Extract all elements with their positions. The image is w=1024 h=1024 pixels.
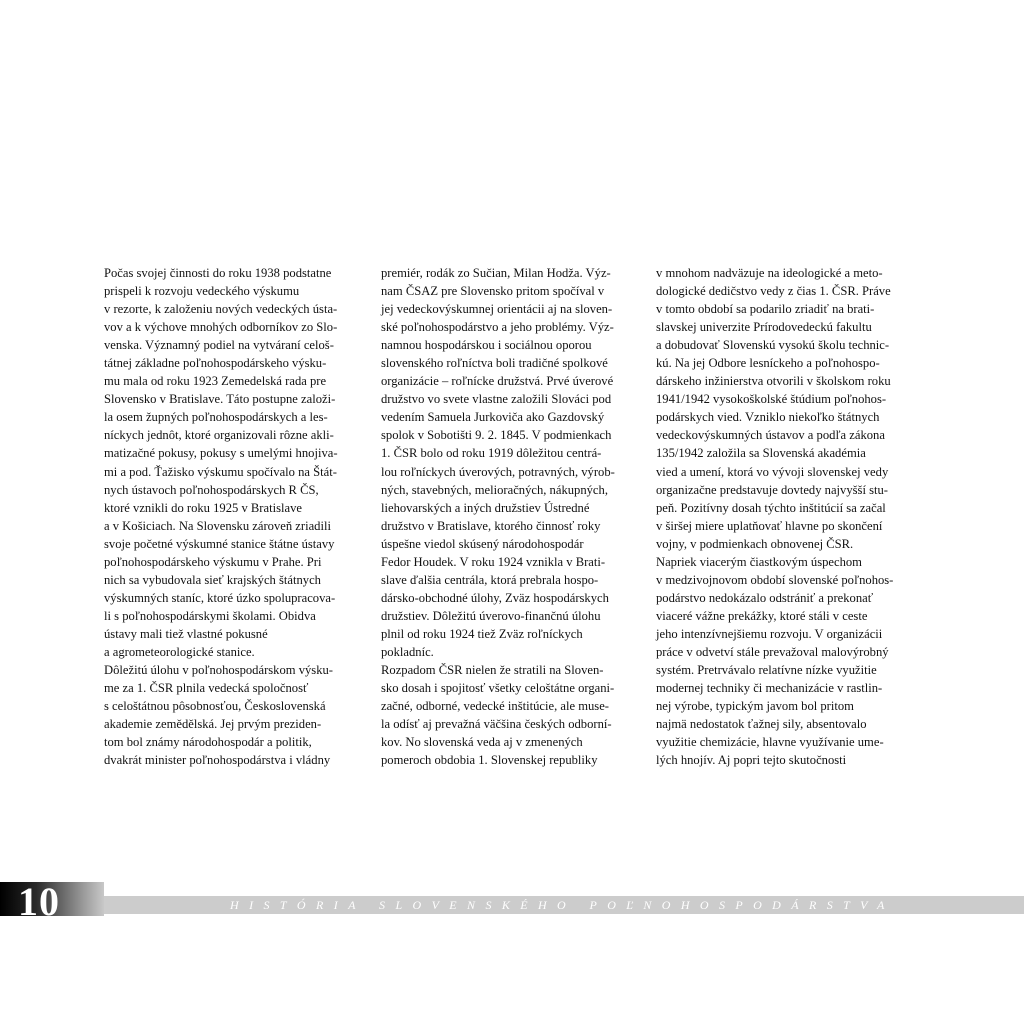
text-line: jej vedeckovýskumnej orientácii aj na sloven- bbox=[381, 302, 613, 317]
text-line: matizačné pokusy, pokusy s umelými hnojiva- bbox=[104, 446, 338, 461]
text-line: mu mala od roku 1923 Zemedelská rada pre bbox=[104, 374, 327, 389]
text-line: tátnej základne poľnohospodárskeho výsku- bbox=[104, 356, 327, 371]
text-line: pokladníc. bbox=[381, 644, 434, 659]
text-line: ské poľnohospodárstvo a jeho problémy. Výz- bbox=[381, 320, 614, 335]
text-line: dvakrát minister poľnohospodárstva i vládny bbox=[104, 753, 331, 768]
text-line: la osem župných poľnohospodárskych a les- bbox=[104, 410, 328, 425]
text-line: poľnohospodárskeho výskumu v Prahe. Pri bbox=[104, 554, 322, 569]
text-line: a v Košiciach. Na Slovensku zároveň zriadili bbox=[104, 518, 331, 533]
text-line: prispeli k rozvoju vedeckého výskumu bbox=[104, 284, 300, 299]
text-line: slavskej univerzite Prírodovedeckú fakultu bbox=[656, 320, 872, 335]
text-line: najmä nedostatok ťažnej sily, absentovalo bbox=[656, 717, 867, 732]
text-line: v tomto období sa podarilo zriadiť na brati- bbox=[656, 302, 875, 317]
text-line: Napriek viacerým čiastkovým úspechom bbox=[656, 554, 862, 569]
text-line: nam ČSAZ pre Slovensko pritom spočíval v bbox=[381, 284, 605, 299]
text-line: venska. Významný podiel na vytváraní celoš- bbox=[104, 338, 334, 353]
text-line: v medzivojnovom období slovenské poľnohos- bbox=[656, 572, 894, 587]
text-line: v mnohom nadväzuje na ideologické a meto- bbox=[656, 266, 883, 280]
text-column-1 bbox=[104, 264, 338, 769]
text-column-2 bbox=[381, 264, 615, 769]
text-line: nich sa vybudovala sieť krajských štátnych bbox=[104, 572, 321, 587]
text-line: práce v odvetví stále prevažoval malovýrobný bbox=[656, 644, 889, 659]
text-line: peň. Pozitívny dosah týchto inštitúcií sa začal bbox=[656, 500, 886, 515]
text-line: níckych jednôt, ktoré organizovali rôzne akli- bbox=[104, 428, 334, 443]
text-line: ných, stavebných, melioračných, nákupných, bbox=[381, 482, 608, 497]
text-line: 1941/1942 vysokoškolské štúdium poľnohos- bbox=[656, 392, 887, 407]
text-line: nej výrobe, typickým javom bol pritom bbox=[656, 699, 854, 714]
text-line: vedením Samuela Jurkoviča ako Gazdovský bbox=[381, 410, 605, 425]
text-line: mi a pod. Ťažisko výskumu spočívalo na Štát- bbox=[104, 464, 337, 479]
text-line: družstiev. Dôležitú úverovo-finančnú úlohu bbox=[381, 608, 601, 623]
text-line: Rozpadom ČSR nielen že stratili na Sloven- bbox=[381, 663, 604, 678]
text-line: 135/1942 založila sa Slovenská akadémia bbox=[656, 446, 866, 461]
text-line: v rezorte, k založeniu nových vedeckých ústa- bbox=[104, 302, 338, 317]
text-line: využitie chemizácie, hlavne využívanie ume- bbox=[656, 735, 884, 750]
text-line: lých hnojív. Aj popri tejto skutočnosti bbox=[656, 753, 847, 768]
text-line: ústavy mali tiež vlastné pokusné bbox=[104, 626, 268, 641]
text-line: plnil od roku 1924 tiež Zväz roľníckych bbox=[381, 626, 583, 641]
text-line: podárstvo nedokázalo odstrániť a prekonať bbox=[656, 590, 874, 605]
text-line: la odísť aj prevažná väčšina českých odborní- bbox=[381, 717, 612, 732]
text-line: slovenského roľníctva boli tradičné spolkové bbox=[381, 356, 608, 371]
text-line: pomeroch obdobia 1. Slovenskej republiky bbox=[381, 753, 598, 768]
text-line: v širšej miere uplatňovať hlavne po skončení bbox=[656, 518, 883, 533]
text-line: družstvo v Bratislave, ktorého činnosť roky bbox=[381, 518, 601, 533]
text-line: liehovarských a iných družstiev Ústredné bbox=[381, 500, 590, 515]
running-title: HISTÓRIA SLOVENSKÉHO POĽNOHOSPODÁRSTVA bbox=[230, 898, 895, 912]
text-line: premiér, rodák zo Sučian, Milan Hodža. Výz- bbox=[381, 266, 611, 280]
page-number-block bbox=[0, 879, 104, 924]
text-line: kov. No slovenská veda aj v zmenených bbox=[381, 735, 583, 750]
page-footer bbox=[0, 878, 1024, 928]
text-line: jeho intenzívnejšiemu rozvoju. V organizácii bbox=[656, 626, 883, 641]
text-line: začné, odborné, vedecké inštitúcie, ale muse- bbox=[381, 699, 609, 714]
text-line: viaceré vážne prekážky, ktoré stáli v ceste bbox=[656, 608, 868, 623]
text-line: vedeckovýskumných ústavov a podľa zákona bbox=[656, 428, 885, 443]
text-line: vov a k výchove mnohých odborníkov zo Slo- bbox=[104, 320, 338, 335]
text-line: 1. ČSR bolo od roku 1919 dôležitou centrá- bbox=[381, 446, 602, 461]
text-line: Počas svojej činnosti do roku 1938 podstatne bbox=[104, 266, 332, 280]
text-line: ktoré vznikli do roku 1925 v Bratislave bbox=[104, 500, 302, 515]
text-line: výskumných staníc, ktoré úzko spolupracova- bbox=[104, 590, 336, 605]
text-column-3 bbox=[656, 264, 893, 769]
text-line: dársko-obchodné úlohy, Zväz hospodárskych bbox=[381, 590, 609, 605]
text-line: tom bol známy národohospodár a politik, bbox=[104, 735, 312, 750]
page-number: 10 bbox=[18, 879, 60, 924]
text-line: a dobudovať Slovenskú vysokú školu technic- bbox=[656, 338, 890, 353]
text-line: nych ústavoch poľnohospodárskych R ČS, bbox=[104, 482, 319, 497]
text-line: kú. Na jej Odbore lesníckeho a poľnohospo- bbox=[656, 356, 880, 371]
running-title-band bbox=[104, 896, 1024, 914]
text-line: Fedor Houdek. V roku 1924 vznikla v Brati- bbox=[381, 554, 606, 569]
text-line: organizačne predstavuje dovtedy najvyšší stu- bbox=[656, 482, 888, 497]
text-line: vied a umení, ktorá vo vývoji slovenskej vedy bbox=[656, 464, 889, 479]
text-line: Dôležitú úlohu v poľnohospodárskom výsku- bbox=[104, 663, 333, 678]
text-line: podárskych vied. Vzniklo niekoľko štátnych bbox=[656, 410, 880, 425]
text-line: me za 1. ČSR plnila vedecká spoločnosť bbox=[104, 681, 309, 696]
text-line: úspešne viedol skúsený národohospodár bbox=[381, 536, 584, 551]
text-line: namnou hospodárskou i sociálnou oporou bbox=[381, 338, 592, 353]
text-line: vojny, v podmienkach obnovenej ČSR. bbox=[656, 536, 854, 551]
text-line: svoje početné výskumné stanice štátne ústavy bbox=[104, 536, 335, 551]
text-line: dologické dedičstvo vedy z čias 1. ČSR. Práve bbox=[656, 284, 891, 299]
text-line: lou roľníckych úverových, potravných, výrob- bbox=[381, 464, 615, 479]
text-line: li s poľnohospodárskymi školami. Obidva bbox=[104, 608, 316, 623]
text-line: a agrometeorologické stanice. bbox=[104, 644, 255, 659]
text-line: dárskeho inžinierstva otvorili v školskom roku bbox=[656, 374, 891, 389]
text-line: s celoštátnou pôsobnosťou, Československá bbox=[104, 699, 326, 714]
text-line: spolok v Sobotišti 9. 2. 1845. V podmienkach bbox=[381, 428, 612, 443]
text-line: sko dosah i spojitosť všetky celoštátne organi- bbox=[381, 681, 615, 696]
text-line: akademie zemědělská. Jej prvým preziden- bbox=[104, 717, 322, 732]
text-line: systém. Pretrvávalo relatívne nízke využitie bbox=[656, 663, 877, 678]
text-line: družstvo vo svete vlastne založili Slováci pod bbox=[381, 392, 612, 407]
text-line: modernej techniky či mechanizácie v rastlin- bbox=[656, 681, 883, 696]
text-line: organizácie – roľnícke družstvá. Prvé úverové bbox=[381, 374, 614, 389]
text-line: Slovensko v Bratislave. Táto postupne založi- bbox=[104, 392, 336, 407]
text-line: slave ďalšia centrála, ktorá prebrala hospo- bbox=[381, 572, 599, 587]
